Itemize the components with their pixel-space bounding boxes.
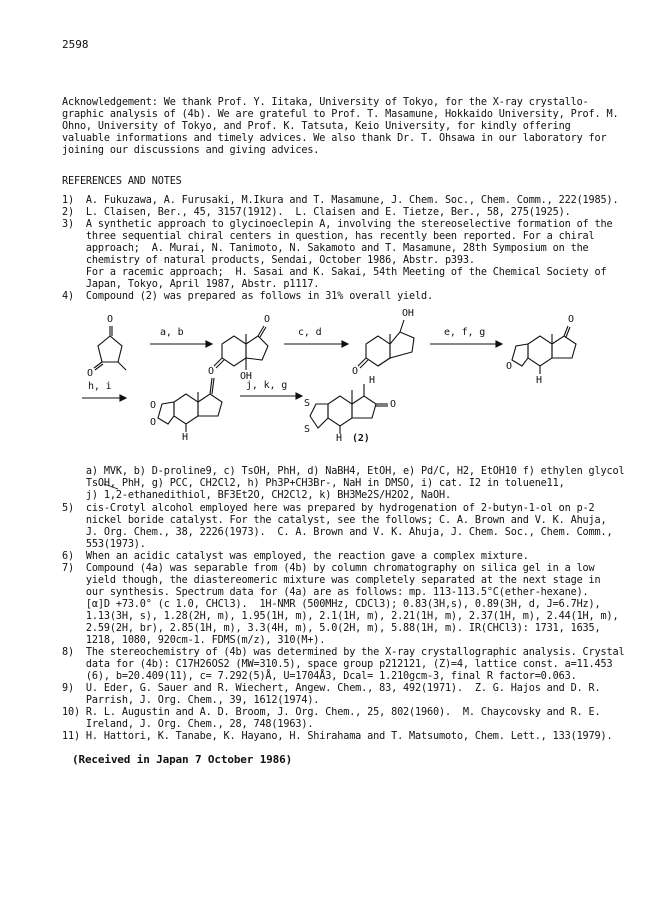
atom-label: O xyxy=(150,417,156,428)
reference-line: Japan, Tokyo, April 1987, Abstr. p1117. xyxy=(62,279,320,290)
atom-label: H xyxy=(536,375,542,386)
atom-label: OH xyxy=(402,308,414,319)
reference-line: 3) A synthetic approach to glycinoeclepin A, involving the stereoselective formation of the xyxy=(62,219,613,230)
reference-line: [α]D +73.0° (c 1.0, CHCl3). 1H-NMR (500MHz, CDCl3); 0.83(3H,s), 0.89(3H, d, J=6.7Hz), xyxy=(62,599,601,610)
reference-line: 8) The stereochemistry of (4b) was determined by the X-ray crystallographic analysis. Crystal xyxy=(62,647,625,658)
reference-line: chemistry of natural products, Sendai, October 1986, Abstr. p393. xyxy=(62,255,475,266)
reference-line: J. Org. Chem., 38, 2226(1973). C. A. Brown and V. K. Ahuja, J. Chem. Soc., Chem. Comm., xyxy=(62,527,613,538)
atom-label: S xyxy=(304,398,310,409)
reference-line: yield though, the diastereomeric mixture was completely separated at the next stage in xyxy=(62,575,601,586)
reagent-label: h, i xyxy=(88,381,112,392)
received-date: (Received in Japan 7 October 1986) xyxy=(72,753,293,766)
reference-line: Parrish, J. Org. Chem., 39, 1612(1974). xyxy=(62,695,320,706)
atom-label: O xyxy=(87,368,93,379)
reagent-label: j, k, g xyxy=(246,380,288,391)
atom-label: H xyxy=(182,432,188,443)
reagent-label: c, d xyxy=(298,327,322,338)
reference-line: j) 1,2-ethanedithiol, BF3Et2O, CH2Cl2, k) BH3Me2S/H2O2, NaOH. xyxy=(62,490,451,501)
compound-5-structure xyxy=(158,378,222,432)
reference-line: (6), b=20.409(11), c= 7.292(5)Å, U=1704Å3, Dcal= 1.210gcm-3, final R factor=0.063. xyxy=(62,671,577,682)
atom-label: O xyxy=(390,399,396,410)
ack-line: joining our discussions and giving advices. xyxy=(62,145,320,156)
reference-line: 1) A. Fukuzawa, A. Furusaki, M.Ikura and T. Masamune, J. Chem. Soc., Chem. Comm., 222(1985). xyxy=(62,195,619,206)
reference-line: three sequential chiral centers in question, has recently been reported. For a chiral xyxy=(62,231,595,242)
compound-1-structure xyxy=(94,326,126,370)
reference-line: Ireland, J. Org. Chem., 28, 748(1963). xyxy=(62,719,314,730)
atom-label: O xyxy=(506,361,512,372)
reference-line: 10) R. L. Augustin and A. D. Broom, J. Org. Chem., 25, 802(1960). M. Chaycovsky and R. E. xyxy=(62,707,601,718)
reference-line: 9) U. Eder, G. Sauer and R. Wiechert, Angew. Chem., 83, 492(1971). Z. G. Hajos and D. R. xyxy=(62,683,601,694)
compound-number: (2) xyxy=(352,433,370,444)
reference-line: For a racemic approach; H. Sasai and K. Sakai, 54th Meeting of the Chemical Society of xyxy=(62,267,607,278)
page-number: 2598 xyxy=(62,38,89,51)
reference-line: 1218, 1080, 920cm-1. FDMS(m/z), 310(M+). xyxy=(62,635,326,646)
reference-line: 7) Compound (4a) was separable from (4b) by column chromatography on silica gel in a low xyxy=(62,563,595,574)
atom-label: H xyxy=(369,375,375,386)
ack-line: graphic analysis of (4b). We are grateful to Prof. T. Masamune, Hokkaido University, Prof. M. xyxy=(62,109,619,120)
reagent-label: a, b xyxy=(160,327,184,338)
atom-label: O xyxy=(568,314,574,325)
reference-line: nickel boride catalyst. For the catalyst, see the follows; C. A. Brown and V. K. Ahuja, xyxy=(62,515,607,526)
atom-label: O xyxy=(352,366,358,377)
compound-2-structure xyxy=(214,326,268,370)
reference-line: a) MVK, b) D-proline9, c) TsOH, PhH, d) NaBH4, EtOH, e) Pd/C, H2, EtOH10 f) ethylen glycol xyxy=(62,466,625,477)
reference-line: 6) When an acidic catalyst was employed, the reaction gave a complex mixture. xyxy=(62,551,529,562)
references-heading: REFERENCES AND NOTES xyxy=(62,176,182,187)
reference-line: 4) Compound (2) was prepared as follows in 31% overall yield. xyxy=(62,291,433,302)
reference-line: approach; A. Murai, N. Tanimoto, N. Sakamoto and T. Masamune, 28th Symposium on the xyxy=(62,243,589,254)
compound-3-structure xyxy=(358,320,414,368)
reference-line: 2.59(2H, br), 2.85(1H, m), 3.3(4H, m), 5.0(2H, m), 5.88(1H, m). IR(CHCl3): 1731, 1635, xyxy=(62,623,601,634)
atom-label: S xyxy=(304,424,310,435)
reference-line: TsOH, PhH, g) PCC, CH2Cl2, h) Ph3P+CH3Br-, NaH in DMSO, i) cat. I2 in toluene11, xyxy=(62,478,565,489)
reference-line: 2) L. Claisen, Ber., 45, 3157(1912). L. Claisen and E. Tietze, Ber., 58, 275(1925). xyxy=(62,207,571,218)
atom-label: O xyxy=(208,366,214,377)
ack-line: Ohno, University of Tokyo, and Prof. K. Tatsuta, Keio University, for kindly offering xyxy=(62,121,571,132)
reference-line: 11) H. Hattori, K. Tanabe, K. Hayano, H. Shirahama and T. Matsumoto, Chem. Lett., 133(1979). xyxy=(62,731,613,742)
reagent-label: e, f, g xyxy=(444,327,486,338)
atom-label: O xyxy=(264,314,270,325)
reference-line: our synthesis. Spectrum data for (4a) are as follows: mp. 113-113.5°C(ether-hexane). xyxy=(62,587,589,598)
compound-4-structure xyxy=(512,326,576,374)
compound-2-target-structure xyxy=(310,384,388,434)
reference-line: 5) cis-Crotyl alcohol employed here was prepared by hydrogenation of 2-butyn-1-ol on p-2 xyxy=(62,503,595,514)
atom-label: H xyxy=(336,433,342,444)
atom-label: OH xyxy=(240,371,252,382)
reference-line: 553(1973). xyxy=(62,539,146,550)
atom-label: O xyxy=(107,314,113,325)
ack-line: Acknowledgement: We thank Prof. Y. Iitaka, University of Tokyo, for the X-ray crystallo- xyxy=(62,97,589,108)
atom-label: O xyxy=(150,400,156,411)
reference-line: data for (4b): C17H26OS2 (MW=310.5), space group p212121, (Z)=4, lattice const. a=11.453 xyxy=(62,659,613,670)
reference-line: 1.13(3H, s), 1.28(2H, m), 1.95(1H, m), 2.1(1H, m), 2.21(1H, m), 2.37(1H, m), 2.44(1H, m), xyxy=(62,611,619,622)
ack-line: valuable informations and timely advices. We also thank Dr. T. Ohsawa in our laboratory for xyxy=(62,133,607,144)
